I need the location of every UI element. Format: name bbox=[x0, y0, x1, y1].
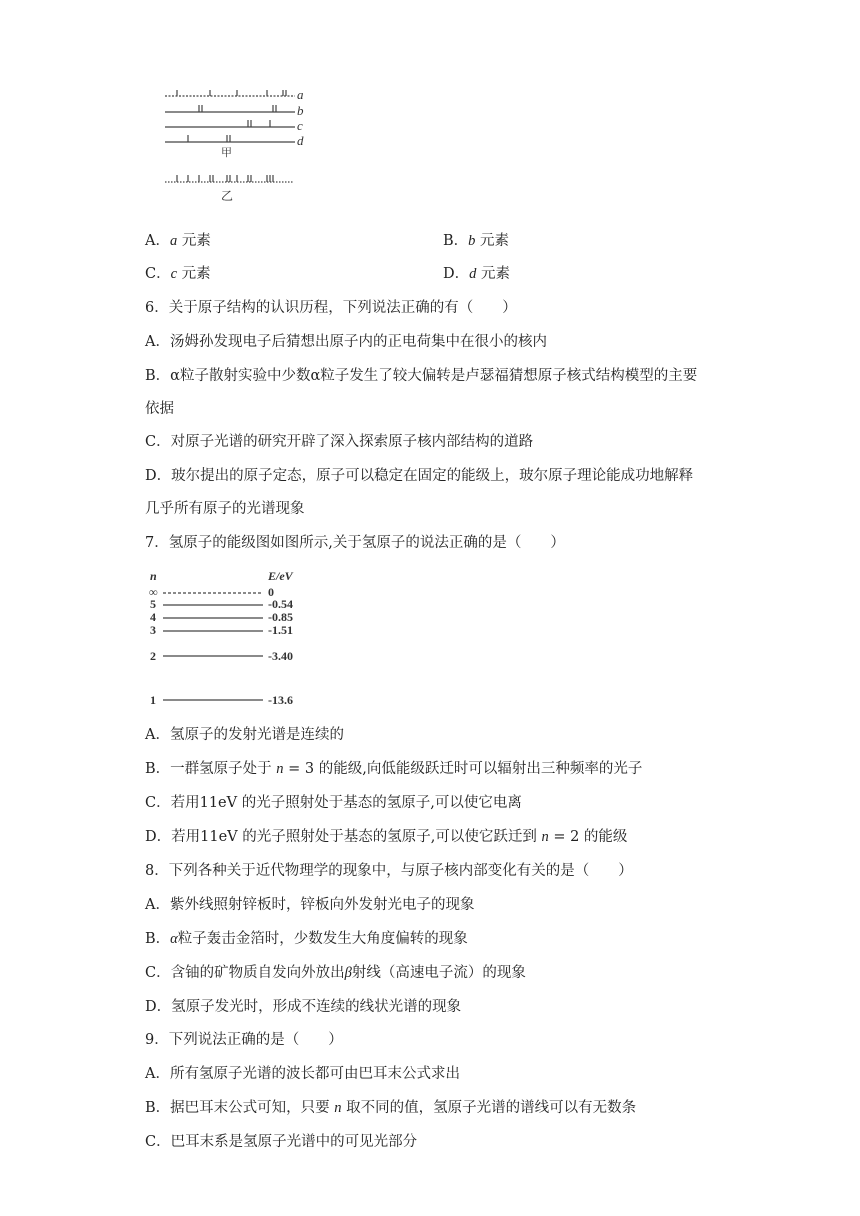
level-n-1: 1 bbox=[150, 693, 156, 707]
q6-option-b-cont: 依据 bbox=[145, 401, 174, 417]
level-n-3: 3 bbox=[150, 623, 156, 637]
q6-stem: 6．关于原子结构的认识历程，下列说法正确的有（ ） bbox=[145, 300, 517, 316]
level-e-1: -13.6 bbox=[268, 693, 293, 707]
q5-option-b[interactable]: B．b 元素 bbox=[443, 233, 510, 249]
level-e-2: -3.40 bbox=[268, 649, 293, 663]
row-label-c: c bbox=[297, 118, 303, 133]
q8-option-c[interactable]: C．含铀的矿物质自发向外放出β射线（高速电子流）的现象 bbox=[145, 965, 526, 981]
q7-option-b[interactable]: B．一群氢原子处于 n = 3 的能级,向低能级跃迁时可以辐射出三种频率的光子 bbox=[145, 761, 643, 777]
q6-option-c[interactable]: C．对原子光谱的研究开辟了深入探索原子核内部结构的道路 bbox=[145, 434, 534, 450]
q6-option-b[interactable]: B．α粒子散射实验中少数α粒子发生了较大偏转是卢瑟福猜想原子核式结构模型的主要 bbox=[145, 368, 698, 384]
q9-option-a[interactable]: A．所有氢原子光谱的波长都可由巴耳末公式求出 bbox=[145, 1066, 460, 1082]
spectra-figure bbox=[155, 84, 325, 202]
q8-option-a[interactable]: A．紫外线照射锌板时，锌板向外发射光电子的现象 bbox=[145, 897, 475, 913]
level-e-5: -0.54 bbox=[268, 597, 293, 611]
q8-option-b[interactable]: B．α粒子轰击金箔时，少数发生大角度偏转的现象 bbox=[145, 931, 468, 947]
energy-level-diagram bbox=[145, 568, 315, 708]
level-e-inf: 0 bbox=[268, 585, 274, 599]
q6-option-a[interactable]: A．汤姆孙发现电子后猜想出原子内的正电荷集中在很小的核内 bbox=[145, 334, 547, 350]
level-e-3: -1.51 bbox=[268, 623, 293, 637]
level-n-5: 5 bbox=[150, 597, 156, 611]
level-n-4: 4 bbox=[150, 610, 156, 624]
row-label-d: d bbox=[297, 133, 304, 148]
q7-option-d[interactable]: D．若用11eV 的光子照射处于基态的氢原子,可以使它跃迁到 n = 2 的能级 bbox=[145, 829, 628, 845]
q7-stem: 7．氢原子的能级图如图所示,关于氢原子的说法正确的是（ ） bbox=[145, 535, 565, 551]
q7-option-c[interactable]: C．若用11eV 的光子照射处于基态的氢原子,可以使它电离 bbox=[145, 795, 522, 811]
caption-yi: 乙 bbox=[221, 189, 234, 202]
q9-stem: 9．下列说法正确的是（ ） bbox=[145, 1032, 343, 1048]
q5-option-a[interactable]: A．a 元素 bbox=[145, 233, 211, 249]
caption-jia: 甲 bbox=[221, 147, 232, 159]
e-header: E/eV bbox=[268, 569, 293, 583]
q8-option-d[interactable]: D．氢原子发光时，形成不连续的线状光谱的现象 bbox=[145, 999, 462, 1015]
row-label-b: b bbox=[297, 103, 304, 118]
level-n-inf: ∞ bbox=[149, 585, 158, 599]
q9-option-c[interactable]: C．巴耳末系是氢原子光谱中的可见光部分 bbox=[145, 1134, 418, 1150]
q6-option-d-cont: 几乎所有原子的光谱现象 bbox=[145, 501, 305, 517]
level-n-2: 2 bbox=[150, 649, 156, 663]
q9-option-b[interactable]: B．据巴耳末公式可知，只要 n 取不同的值，氢原子光谱的谱线可以有无数条 bbox=[145, 1100, 637, 1116]
q8-stem: 8．下列各种关于近代物理学的现象中，与原子核内部变化有关的是（ ） bbox=[145, 863, 633, 879]
level-e-4: -0.85 bbox=[268, 610, 293, 624]
q6-option-d[interactable]: D．玻尔提出的原子定态，原子可以稳定在固定的能级上，玻尔原子理论能成功地解释 bbox=[145, 468, 694, 484]
row-label-a: a bbox=[297, 87, 304, 102]
q5-option-d[interactable]: D．d 元素 bbox=[443, 266, 510, 282]
n-header: n bbox=[150, 569, 157, 583]
q7-option-a[interactable]: A．氢原子的发射光谱是连续的 bbox=[145, 727, 344, 743]
q5-option-c[interactable]: C．c 元素 bbox=[145, 266, 211, 282]
